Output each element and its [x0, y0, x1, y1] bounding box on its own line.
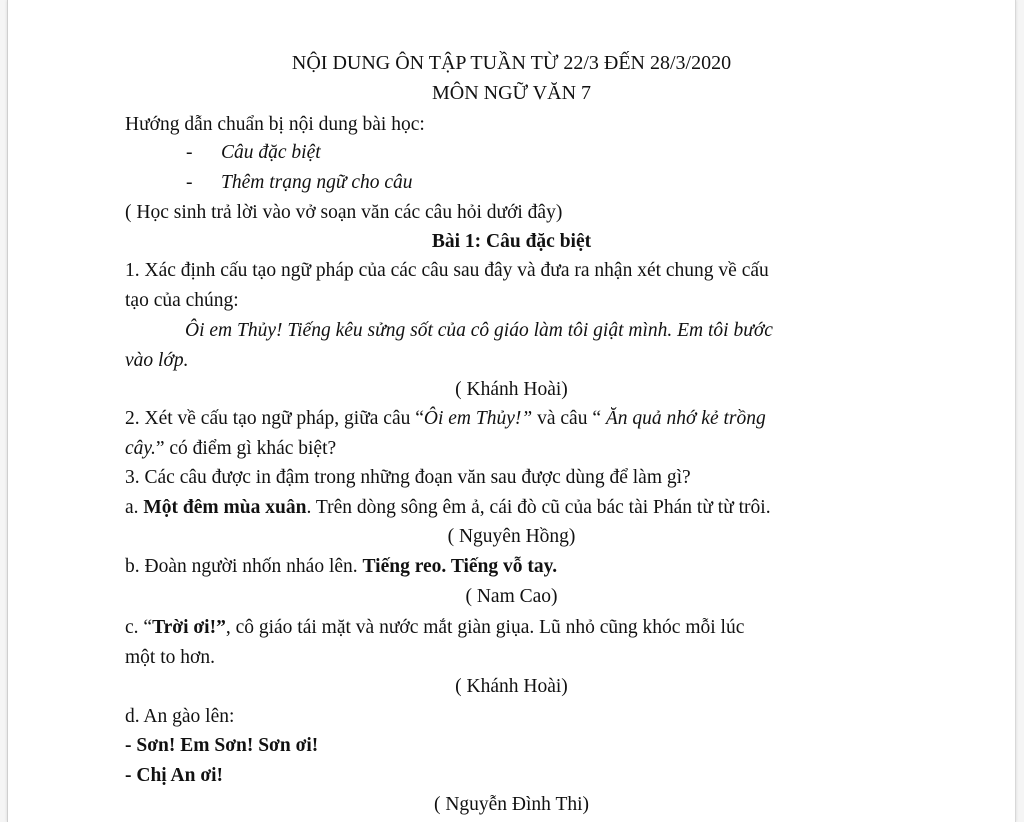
- source-citation: ( Nam Cao): [465, 586, 558, 607]
- quote-passage: [185, 316, 773, 346]
- question-3: 3. Các câu được in đậm trong những đoạn văn sau được dùng để làm gì?: [125, 467, 691, 488]
- q2-italic: Ăn quả nhớ kẻ trồng: [605, 408, 766, 429]
- source-citation: ( Nguyễn Đình Thi): [433, 794, 590, 815]
- question-1-cont: tạo của chúng:: [125, 290, 239, 311]
- quote-passage-cont: [125, 346, 188, 376]
- item-b-bold: Tiếng reo. Tiếng vỗ tay.: [362, 556, 558, 577]
- dialogue-line: [125, 761, 223, 791]
- subject-title: MÔN NGỮ VĂN 7: [431, 82, 592, 104]
- instruction-text: ( Học sinh trả lời vào vở soạn văn các câu hỏi dưới đây): [125, 202, 563, 223]
- q2-text: và câu “: [532, 408, 606, 429]
- quote-text: vào lớp.: [125, 350, 189, 371]
- intro-text: Hướng dẫn chuẩn bị nội dung bài học:: [125, 114, 425, 135]
- source-citation: ( Nguyên Hồng): [447, 526, 576, 547]
- question-2: [125, 404, 766, 434]
- quote-text: Ôi em Thủy! Tiếng kêu sửng sốt của cô giáo làm tôi giật mình. Em tôi bước: [185, 320, 773, 341]
- item-b: [125, 552, 557, 582]
- question-1: 1. Xác định cấu tạo ngữ pháp của các câu sau đây và đưa ra nhận xét chung về cấu: [125, 260, 769, 281]
- bullet-dash: -: [186, 142, 193, 163]
- dialogue-line: [125, 731, 318, 761]
- item-c-bold: Trời ơi!”: [152, 617, 226, 638]
- q2-text: ” có điểm gì khác biệt?: [155, 438, 337, 459]
- dialogue-bold: - Chị An ơi!: [125, 765, 224, 786]
- q2-italic: cây.: [125, 438, 156, 459]
- item-c-rest: , cô giáo tái mặt và nước mắt giàn giụa. Lũ nhỏ cũng khóc mỗi lúc: [225, 617, 745, 638]
- item-d: d. An gào lên:: [125, 706, 235, 727]
- document-page: [7, 0, 1016, 822]
- item-b-prefix: b. Đoàn người nhốn nháo lên.: [125, 556, 363, 577]
- source-citation: ( Khánh Hoài): [455, 379, 568, 400]
- item-c-cont: một to hơn.: [125, 647, 215, 668]
- source-citation: ( Khánh Hoài): [455, 676, 568, 697]
- item-a: [125, 493, 771, 523]
- bullet-dash: -: [186, 172, 193, 193]
- q2-italic: Ôi em Thủy!”: [423, 408, 533, 429]
- item-a-rest: . Trên dòng sông êm ả, cái đò cũ của bác tài Phán từ từ trôi.: [306, 497, 771, 518]
- question-2-cont: [125, 434, 336, 464]
- lesson-title: [8, 227, 1015, 257]
- bullet-item-text: Câu đặc biệt: [221, 142, 321, 163]
- dialogue-bold: - Sơn! Em Sơn! Sơn ơi!: [125, 735, 319, 756]
- item-a-prefix: a.: [125, 497, 144, 518]
- lesson-title-text: Bài 1: Câu đặc biệt: [431, 231, 592, 252]
- item-c: [125, 613, 744, 643]
- bullet-item: [221, 138, 321, 168]
- item-c-prefix: c. “: [125, 617, 153, 638]
- item-a-bold: Một đêm mùa xuân: [143, 497, 307, 518]
- document-title: NỘI DUNG ÔN TẬP TUẦN TỪ 22/3 ĐẾN 28/3/2020: [291, 52, 732, 74]
- bullet-item: [221, 168, 413, 198]
- q2-text: 2. Xét về cấu tạo ngữ pháp, giữa câu “: [125, 408, 424, 429]
- bullet-item-text: Thêm trạng ngữ cho câu: [221, 172, 413, 193]
